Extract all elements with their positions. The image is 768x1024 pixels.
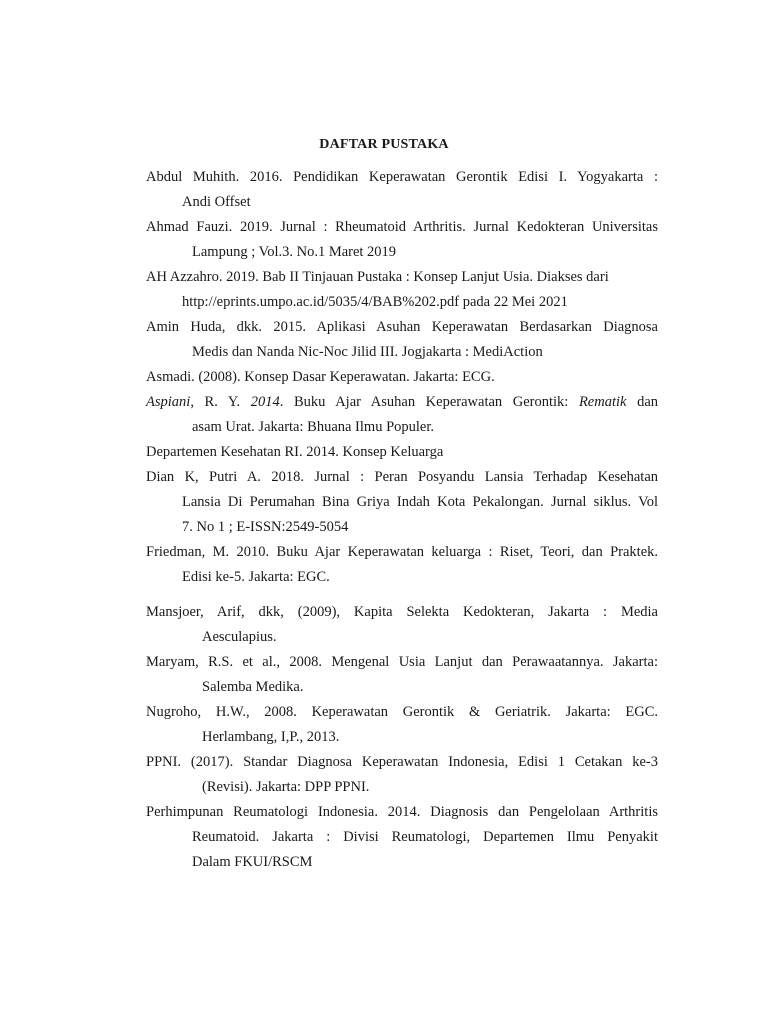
reference-friedman: [146, 540, 658, 590]
reference-author: Aspiani: [146, 394, 191, 410]
reference-line: Edisi ke-5. Jakarta: EGC.: [182, 569, 330, 585]
reference-ppni: [146, 750, 658, 800]
reference-text: dan: [626, 394, 659, 410]
reference-topic: Rematik: [578, 394, 627, 410]
reference-maryam: [146, 650, 658, 700]
reference-line: Ahmad Fauzi. 2019. Jurnal : Rheumatoid Arthritis. Jurnal Kedokteran Universitas: [146, 219, 658, 235]
reference-year: 2014: [250, 394, 280, 410]
reference-line: Lansia Di Perumahan Bina Griya Indah Kota Pekalongan. Jurnal siklus. Vol: [182, 494, 658, 510]
reference-list: [146, 165, 658, 875]
reference-line: Maryam, R.S. et al., 2008. Mengenal Usia Lanjut dan Perawaatannya. Jakarta:: [146, 654, 658, 670]
reference-line: Nugroho, H.W., 2008. Keperawatan Gerontik & Geriatrik. Jakarta: EGC.: [146, 704, 658, 720]
reference-line: 7. No 1 ; E-ISSN:2549-5054: [182, 519, 349, 535]
reference-text: . Buku Ajar Asuhan Keperawatan Gerontik:: [279, 394, 579, 410]
reference-line: Friedman, M. 2010. Buku Ajar Keperawatan keluarga : Riset, Teori, dan Praktek.: [146, 544, 658, 560]
reference-huda: [146, 315, 658, 365]
reference-line: Lampung ; Vol.3. No.1 Maret 2019: [192, 244, 397, 260]
reference-line: Medis dan Nanda Nic-Noc Jilid III. Jogjakarta : MediAction: [192, 344, 543, 360]
reference-line: Salemba Medika.: [202, 679, 304, 695]
reference-line: Abdul Muhith. 2016. Pendidikan Keperawatan Gerontik Edisi I. Yogyakarta :: [146, 169, 658, 185]
reference-line: Aesculapius.: [202, 629, 277, 645]
reference-perhimpunan: [146, 800, 658, 875]
reference-text: , R. Y.: [190, 394, 251, 410]
reference-line: Asmadi. (2008). Konsep Dasar Keperawatan. Jakarta: ECG.: [146, 369, 495, 385]
reference-muhith: [146, 165, 658, 215]
reference-line: asam Urat. Jakarta: Bhuana Ilmu Populer.: [192, 419, 435, 435]
reference-line: http://eprints.umpo.ac.id/5035/4/BAB%202.pdf pada 22 Mei 2021: [182, 294, 568, 310]
reference-line: Amin Huda, dkk. 2015. Aplikasi Asuhan Keperawatan Berdasarkan Diagnosa: [146, 319, 658, 335]
reference-line: Andi Offset: [182, 194, 251, 210]
page-title: DAFTAR PUSTAKA: [319, 137, 449, 152]
reference-azzahro: [146, 265, 658, 315]
reference-asmadi: [146, 365, 658, 390]
reference-line: (Revisi). Jakarta: DPP PPNI.: [202, 779, 370, 795]
reference-line: PPNI. (2017). Standar Diagnosa Keperawatan Indonesia, Edisi 1 Cetakan ke-3: [146, 754, 658, 770]
reference-aspiani: [146, 390, 658, 440]
reference-line: Departemen Kesehatan RI. 2014. Konsep Keluarga: [146, 444, 444, 460]
reference-line: Reumatoid. Jakarta : Divisi Reumatologi, Departemen Ilmu Penyakit: [192, 829, 658, 845]
reference-line: Dalam FKUI/RSCM: [192, 854, 313, 870]
reference-fauzi: [146, 215, 658, 265]
reference-line: [146, 390, 658, 415]
reference-line: AH Azzahro. 2019. Bab II Tinjauan Pustaka : Konsep Lanjut Usia. Diakses dari: [146, 269, 609, 285]
reference-nugroho: [146, 700, 658, 750]
reference-dian: [146, 465, 658, 540]
reference-line: Mansjoer, Arif, dkk, (2009), Kapita Selekta Kedokteran, Jakarta : Media: [146, 604, 658, 620]
reference-depkes: [146, 440, 658, 465]
reference-line: Perhimpunan Reumatologi Indonesia. 2014. Diagnosis dan Pengelolaan Arthritis: [146, 804, 658, 820]
reference-line: Dian K, Putri A. 2018. Jurnal : Peran Posyandu Lansia Terhadap Kesehatan: [146, 469, 658, 485]
reference-mansjoer: [146, 600, 658, 650]
reference-line: Herlambang, I,P., 2013.: [202, 729, 340, 745]
